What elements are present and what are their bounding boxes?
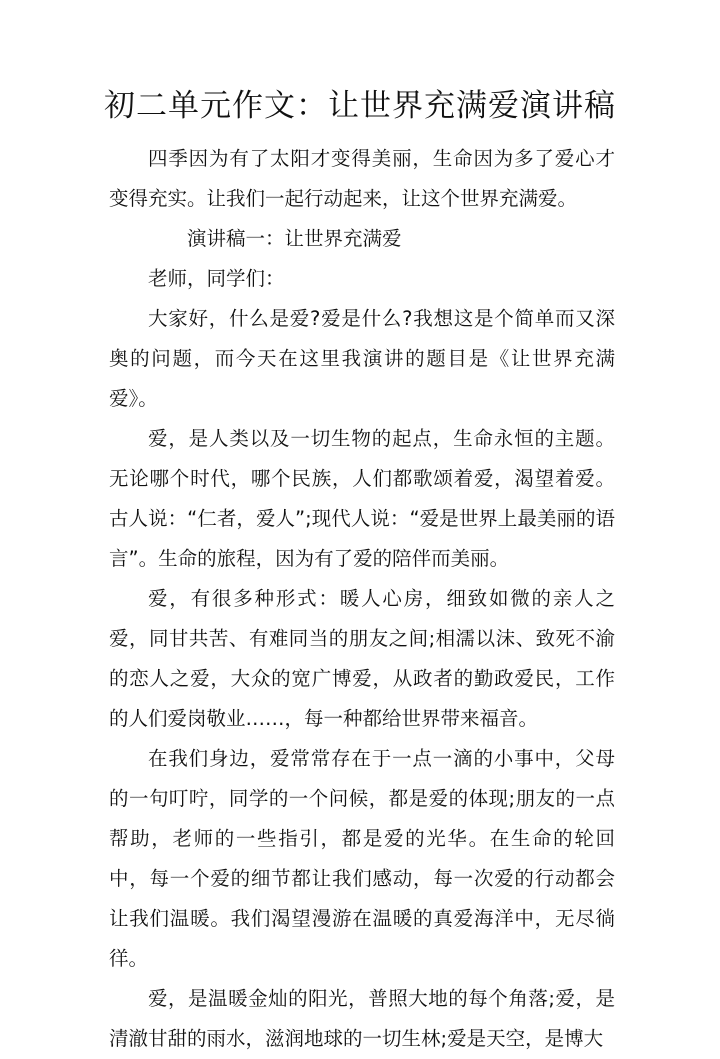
greeting: 老师，同学们： <box>148 267 285 290</box>
paragraph: 在我们身边，爱常常存在于一点一滴的小事中，父母的一句叮咛，同学的一个问候，都是爱的体现;朋友的一点帮助，老师的一些指引，都是爱的光华。在生命的轮回中，每一个爱的细节都让我们感动，每一次爱的行动都会让我们温暖。我们渴望漫游在温暖的真爱海洋中，无尽徜徉。 <box>109 747 615 970</box>
paragraph-intro: 四季因为有了太阳才变得美丽，生命因为多了爱心才变得充实。让我们一起行动起来，让这个世界充满爱。 <box>109 147 615 210</box>
paragraph: 大家好，什么是爱?爱是什么?我想这是个简单而又深奥的问题，而今天在这里我演讲的题目是《让世界充满爱》。 <box>109 307 615 410</box>
paragraph: 爱，有很多种形式：暖人心房，细致如微的亲人之爱，同甘共苦、有难同当的朋友之间;相濡以沫、致死不渝的恋人之爱，大众的宽广博爱，从政者的勤政爱民，工作的人们爱岗敬业……，每一种都给世界带来福音。 <box>109 587 615 730</box>
paragraph: 爱，是人类以及一切生物的起点，生命永恒的主题。无论哪个时代，哪个民族，人们都歌颂着爱，渴望着爱。古人说：“仁者，爱人”;现代人说：“爱是世界上最美丽的语言”。生命的旅程，因为有了爱的陪伴而美丽。 <box>109 427 615 570</box>
document-body <box>109 139 615 1059</box>
speech-heading: 演讲稿一：让世界充满爱 <box>187 227 402 250</box>
document-title: 初二单元作文：让世界充满爱演讲稿 <box>104 88 616 124</box>
paragraph: 爱，是温暖金灿的阳光，普照大地的每个角落;爱，是清澈甘甜的雨水，滋润地球的一切生林;爱是天空，是博大 <box>109 987 615 1050</box>
